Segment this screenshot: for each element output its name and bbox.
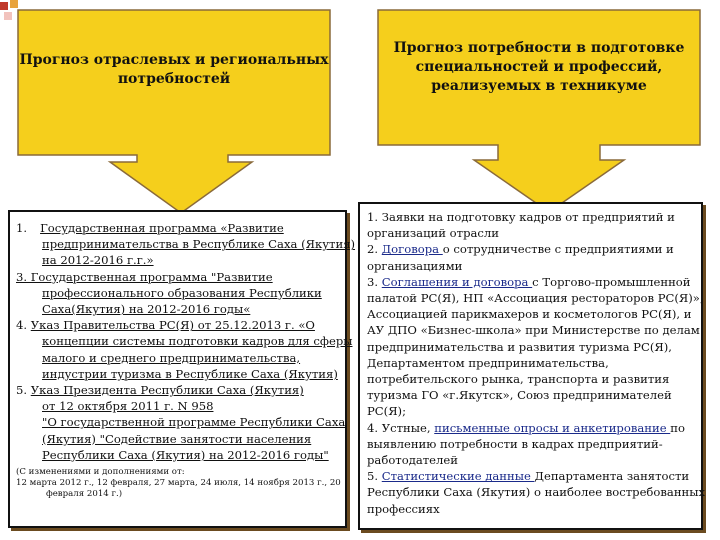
list-item-cont: предпринимательства и развития туризма РС(Я), — [367, 339, 672, 354]
list-item-cont: концепции системы подготовки кадров для сферы — [42, 334, 353, 349]
list-item: 5. Указ Президента Республики Саха (Якутия) — [16, 383, 304, 398]
list-item: 3. Соглашения и договора с Торгово-промышленной — [367, 274, 691, 289]
right-title-line: специальностей и профессий, — [415, 58, 663, 75]
list-item: 4. Устные, письменные опросы и анкетирование по — [367, 420, 685, 435]
left-title-line: Прогноз отраслевых и региональных — [19, 52, 329, 68]
list-item-cont: Саха(Якутия) на 2012-2016 годы« — [42, 302, 251, 317]
list-item-cont: (Якутия) "Содействие занятости населения — [42, 431, 312, 446]
list-item-cont: работодателей — [367, 453, 458, 468]
list-item: 1. Государственная программа «Развитие — [16, 221, 284, 235]
surveys-link[interactable]: письменные опросы и анкетирование — [434, 420, 671, 435]
list-item-cont: Республики Саха (Якутия) на 2012-2016 годы" — [42, 447, 329, 462]
contracts-link[interactable]: Договора — [381, 242, 443, 257]
right-title-line: реализуемых в техникуме — [431, 77, 647, 94]
list-item-cont: РС(Я); — [367, 404, 406, 419]
list-item: 5. Статистические данные Департамента занятости — [367, 469, 690, 484]
right-title-line: Прогноз потребности в подготовке — [393, 39, 685, 56]
list-item-cont: на 2012-2016 г.г.» — [42, 253, 154, 268]
left-box-title — [20, 30, 328, 110]
list-item-cont: Департаментом предпринимательства, — [367, 355, 609, 370]
amendments-note: 12 марта 2012 г., 12 февраля, 27 марта, 24 июля, 14 ноября 2013 г., 20 — [16, 478, 341, 489]
list-item-cont: Ассоциацией парикмахеров и косметологов РС(Я), и — [367, 307, 692, 322]
list-item-cont: выявлению потребности в кадрах предприятий- — [367, 436, 663, 451]
list-item-cont: индустрии туризма в Республике Саха (Якутия) — [42, 366, 338, 381]
list-item: 4. Указ Правительства РС(Я) от 25.12.2013 г. «О — [16, 318, 315, 333]
list-item-cont: туризма ГО «г.Якутск», Союз предпринимателей — [367, 388, 672, 403]
amendments-note: (С изменениями и дополнениями от: — [16, 467, 185, 478]
list-item-cont: Республики Саха (Якутия) о наиболее востребованных — [367, 485, 706, 500]
list-item-cont: профессионального образования Республики — [42, 285, 322, 300]
list-item-cont: профессиях — [367, 501, 440, 516]
list-item: 1. Заявки на подготовку кадров от предприятий и — [367, 210, 675, 224]
right-sources-box — [358, 202, 706, 530]
right-box-title — [380, 34, 698, 100]
list-item-cont: палатой РС(Я), НП «Ассоциация рестораторов РС(Я)», — [367, 291, 704, 306]
list-item-cont: предпринимательства в Республике Саха (Якутия) — [42, 237, 356, 252]
list-item: 2. Договора о сотрудничестве с предприятиями и — [367, 242, 674, 257]
amendments-note: февраля 2014 г.) — [46, 489, 123, 500]
left-title-line: потребностей — [117, 71, 231, 87]
list-item-cont: организаций отрасли — [367, 226, 499, 241]
list-item-cont: организациями — [367, 258, 463, 273]
statistics-link[interactable]: Статистические данные — [381, 469, 535, 484]
list-item-cont: АУ ДПО «Бизнес-школа» при Министерстве по делам — [367, 323, 700, 338]
agreements-link[interactable]: Соглашения и договора — [381, 274, 533, 289]
list-item-cont: от 12 октября 2011 г. N 958 — [42, 399, 214, 414]
list-item-cont: потребительского рынка, транспорта и развития — [367, 372, 670, 387]
list-item-cont: "О государственной программе Республики Саха — [42, 415, 346, 430]
list-item-cont: малого и среднего предпринимательства, — [42, 350, 301, 365]
left-sources-box — [8, 210, 356, 528]
list-item: 3. Государственная программа "Развитие — [16, 269, 273, 284]
